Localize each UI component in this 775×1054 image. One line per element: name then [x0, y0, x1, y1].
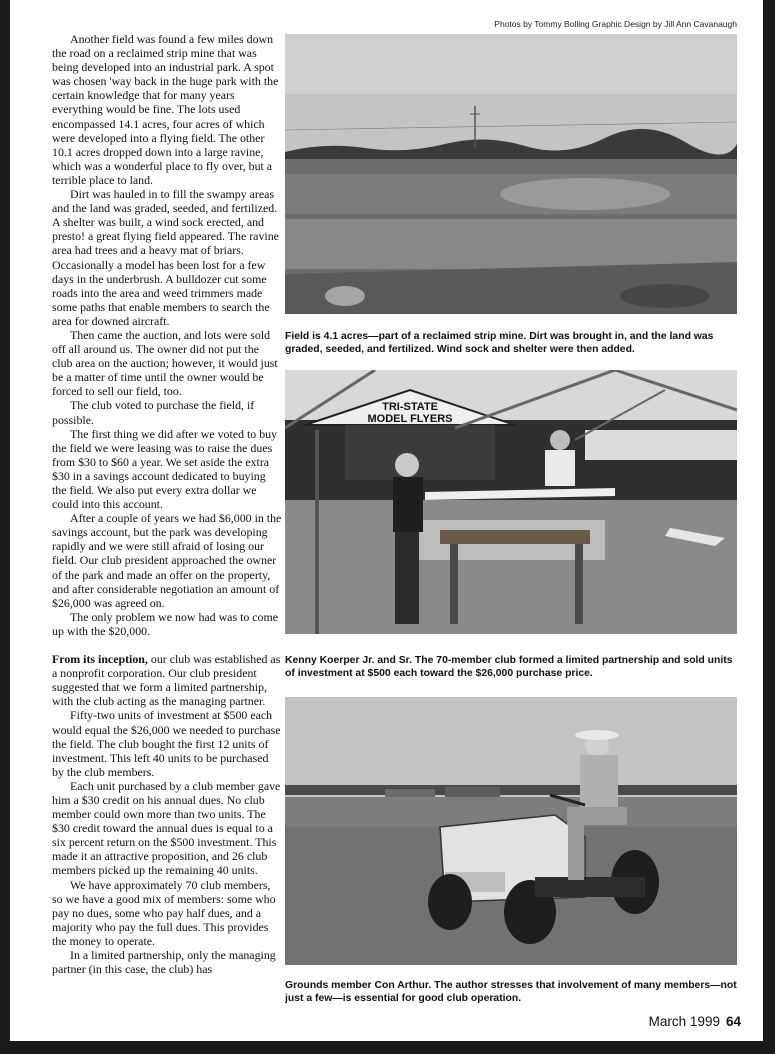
photo-caption: Grounds member Con Arthur. The author stresses that involvement of many members—not just a few—is essential for good club operation. [285, 980, 737, 1004]
field-photo-image [285, 34, 737, 314]
lead-in: From its inception, [52, 652, 148, 667]
club-sign-line2: MODEL FLYERS [367, 413, 453, 425]
paragraph: Dirt was hauled in to fill the swampy areas and the land was graded, seeded, and fertilized. A shelter was built, a wind sock erected, and presto! a great flying field appeared. The ravine area had trees and a heavy mat of briars. Occasionally a model has been lost for a few days in the underbrush. A bulldozer cut some roads into the area and weed trimmers made some paths that enable members to search the area for downed aircraft. [52, 187, 279, 328]
paragraph: Another field was found a few miles down the road on a reclaimed strip mine that was being developed into an industrial park. A spot was chosen 'way back in the huge park with the certain knowledge that for many years everything would be fine. The lots used encompassed 14.1 acres, four acres of which were developed into a flying field. The other 10.1 acres dropped down into a large ravine, which was a wonderful place to fly over, but a terrible place to land. [52, 32, 279, 187]
paragraph: The only problem we now had was to come up with the $20,000. [52, 609, 279, 638]
mower-photo-image [285, 697, 737, 965]
paragraph: We have approximately 70 club members, so we have a good mix of members: some who pay no dues, some who pay half dues, and a majority who pay the full dues. This provides the money to operate. [52, 877, 276, 948]
issue-date: March 1999 [648, 1014, 720, 1029]
shelter-photo-image [285, 370, 737, 634]
page-number: 64 [725, 1014, 741, 1029]
photo-caption: Kenny Koerper Jr. and Sr. The 70-member club formed a limited partnership and sold units of investment at $500 each toward the $26,000 purchase price. [285, 655, 733, 679]
paragraph: In a limited partnership, only the managing partner (in this case, the club) has [52, 948, 276, 977]
paragraph: After a couple of years we had $6,000 in the savings account, but the park was developing rapidly and we were still afraid of losing our field. Our club president approached the owner of the park and made an offer on the property, and after considerable negotiation an amount of $26,000 was agreed on. [52, 511, 282, 610]
photo-mower [285, 697, 737, 965]
section-lead-paragraph [52, 652, 282, 708]
photo-field [285, 34, 737, 314]
photo-credit: Photos by Tommy Bolling Graphic Design by Jill Ann Cavanaugh [494, 19, 737, 29]
paragraph: The club voted to purchase the field, if possible. [52, 398, 255, 427]
photo-shelter [285, 370, 737, 634]
club-sign-line1: TRI-STATE [382, 401, 438, 413]
paragraph: Each unit purchased by a club member gave him a $30 credit on his annual dues. No club member could own more than two units. The $30 credit toward the annual dues is equal to a six percent return on the $500 investment. This made it an attractive proposition, and 26 club members picked up the remaining 40 units. [52, 778, 281, 878]
paragraph: Then came the auction, and lots were sold off all around us. The owner did not put the club area on the auction; however, it would just be a matter of time until the owner would be forced to sell our field, too. [52, 327, 278, 399]
article-body [52, 32, 282, 976]
magazine-page [10, 0, 763, 1041]
paragraph: The first thing we did after we voted to buy the field we were leasing was to raise the dues from $30 to $60 a year. We set aside the extra $30 in a savings account dedicated to buying the field. We also put every extra dollar we could into this account. [52, 426, 278, 512]
photo-caption: Field is 4.1 acres—part of a reclaimed strip mine. Dirt was brought in, and the land was graded, seeded, and fertilized. Wind sock and shelter were then added. [285, 331, 714, 355]
page-footer [649, 1014, 741, 1029]
paragraph: Fifty-two units of investment at $500 each would equal the $26,000 we needed to purchase the field. The club bought the first 12 units of investment. This left 40 units to be purchased by the club members. [52, 708, 281, 779]
lead-rest: our club was established as a nonprofit corporation. Our club president suggested that we form a limited partnership, with the club acting as the managing partner. [52, 652, 281, 709]
